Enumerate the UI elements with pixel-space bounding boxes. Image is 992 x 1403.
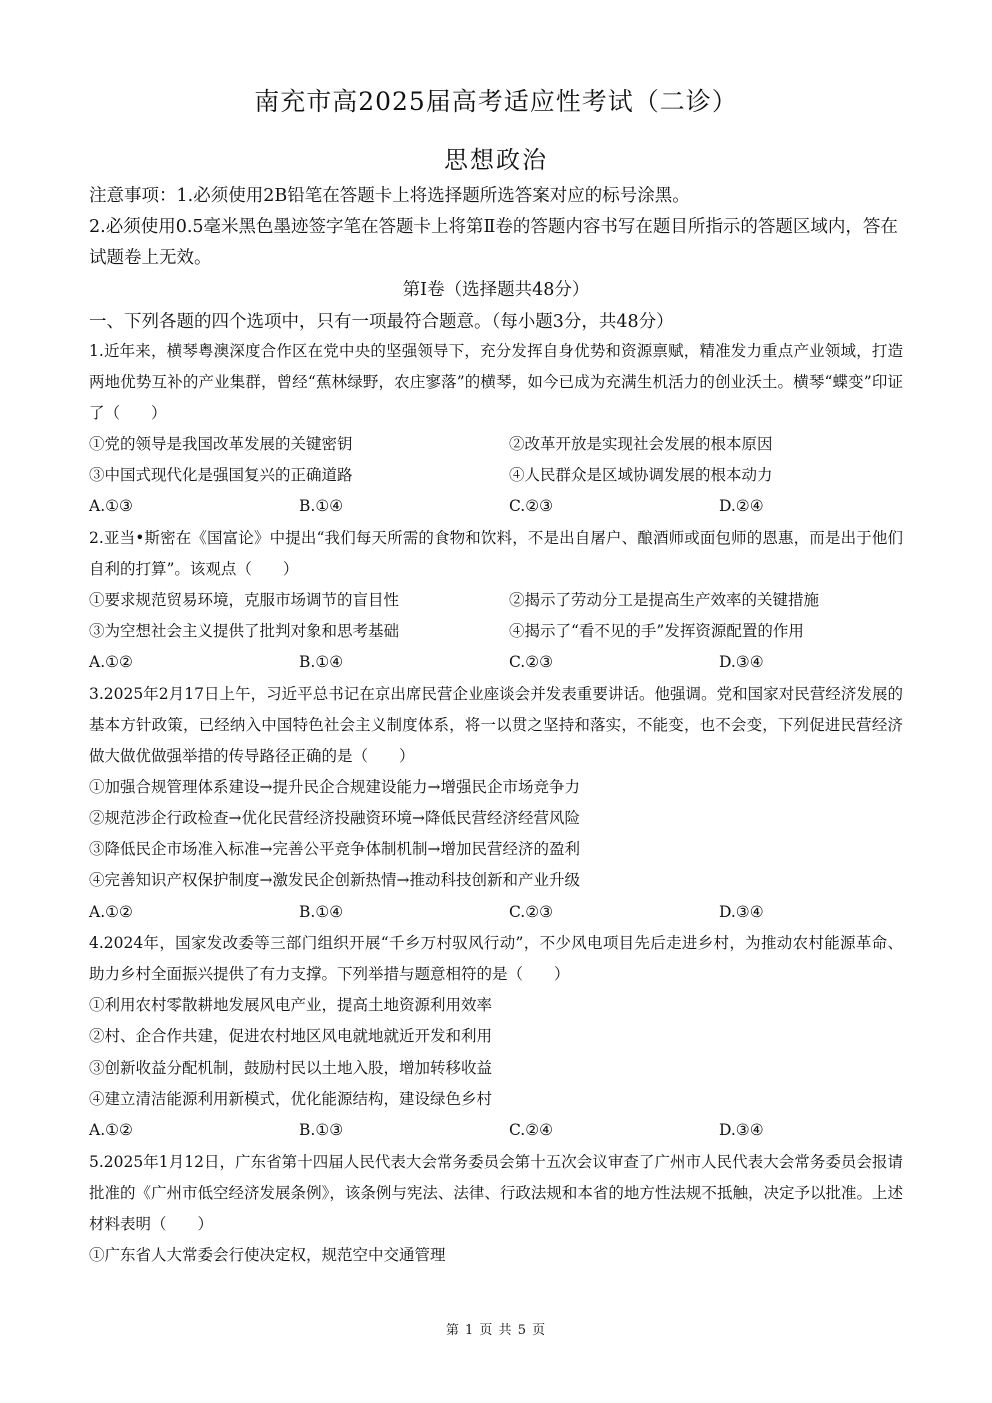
question-2-answer-d: D.③④ bbox=[719, 653, 764, 671]
question-4-option-2: ②村、企合作共建，促进农村地区风电就地就近开发和利用 bbox=[89, 1027, 493, 1045]
question-3-option-2: ②规范涉企行政检查→优化民营经济投融资环境→降低民营经济经营风险 bbox=[89, 809, 580, 827]
question-3-answer-b: B.①④ bbox=[299, 903, 344, 921]
question-2-option-3: ③为空想社会主义提供了批判对象和思考基础 bbox=[89, 622, 400, 640]
question-1-answer-d: D.②④ bbox=[719, 497, 764, 515]
question-2-answer-a: A.①② bbox=[89, 653, 133, 671]
question-5-option-1: ①广东省人大常委会行使决定权，规范空中交通管理 bbox=[89, 1246, 446, 1264]
question-4-option-1: ①利用农村零散耕地发展风电产业，提高土地资源利用效率 bbox=[89, 996, 493, 1014]
question-3-option-1: ①加强合规管理体系建设→提升民企合规建设能力→增强民企市场竞争力 bbox=[89, 778, 580, 796]
exam-title: 南充市高2025届高考适应性考试（二诊） bbox=[254, 87, 738, 116]
question-1-option-4: ④人民群众是区域协调发展的根本动力 bbox=[509, 466, 773, 484]
question-3-answer-c: C.②③ bbox=[509, 903, 554, 921]
page-number: 第 1 页 共 5 页 bbox=[445, 1323, 547, 1338]
question-2-stem: 2.亚当•斯密在《国富论》中提出“我们每天所需的食物和饮料，不是出自屠户、酿酒师或面包师的恩惠，而是出于他们自利的打算”。该观点（ ） bbox=[89, 529, 903, 579]
question-4-answer-a: A.①② bbox=[89, 1121, 133, 1139]
question-2-option-2: ②揭示了劳动分工是提高生产效率的关键措施 bbox=[509, 591, 820, 609]
question-1-option-3: ③中国式现代化是强国复兴的正确道路 bbox=[89, 466, 353, 484]
question-4-answer-b: B.①③ bbox=[299, 1121, 344, 1139]
question-5-stem: 5.2025年1月12日，广东省第十四届人民代表大会常务委员会第十五次会议审查了广州市人民代表大会常务委员会报请批准的《广州市低空经济发展条例》，该条例与宪法、法律、行政法规和本省的地方性法规不抵触，决定予以批准。上述材料表明（ ） bbox=[89, 1153, 903, 1234]
question-1-answer-c: C.②③ bbox=[509, 497, 554, 515]
question-2-option-4: ④揭示了“看不见的手”发挥资源配置的作用 bbox=[509, 622, 804, 640]
question-4-option-4: ④建立清洁能源利用新模式，优化能源结构，建设绿色乡村 bbox=[89, 1090, 493, 1108]
part-heading: 一、下列各题的四个选项中，只有一项最符合题意。（每小题3分，共48分） bbox=[89, 312, 674, 332]
notice-line-1: 注意事项：1.必须使用2B铅笔在答题卡上将选择题所选答案对应的标号涂黑。 bbox=[89, 186, 690, 206]
question-3-option-3: ③降低民企市场准入标准→完善公平竞争体制机制→增加民营经济的盈利 bbox=[89, 840, 580, 858]
question-4-answer-d: D.③④ bbox=[719, 1121, 764, 1139]
exam-subject: 思想政治 bbox=[444, 146, 548, 174]
question-1-answer-a: A.①③ bbox=[89, 497, 133, 515]
question-1-option-1: ①党的领导是我国改革发展的关键密钥 bbox=[89, 435, 353, 453]
question-1-option-2: ②改革开放是实现社会发展的根本原因 bbox=[509, 435, 773, 453]
question-4-stem: 4.2024年，国家发改委等三部门组织开展“千乡万村驭风行动”，不少风电项目先后走进乡村，为推动农村能源革命、助力乡村全面振兴提供了有力支撑。下列举措与题意相符的是（ ） bbox=[89, 934, 903, 984]
question-2-answer-b: B.①④ bbox=[299, 653, 344, 671]
question-4-option-3: ③创新收益分配机制，鼓励村民以土地入股，增加转移收益 bbox=[89, 1059, 493, 1077]
question-3-answer-a: A.①② bbox=[89, 903, 133, 921]
question-2-option-1: ①要求规范贸易环境，克服市场调节的盲目性 bbox=[89, 591, 400, 609]
question-3-option-4: ④完善知识产权保护制度→激发民企创新热情→推动科技创新和产业升级 bbox=[89, 871, 580, 889]
question-3-stem: 3.2025年2月17日上午，习近平总书记在京出席民营企业座谈会并发表重要讲话。他强调。党和国家对民营经济发展的基本方针政策，已经纳入中国特色社会主义制度体系，将一以贯之坚持和落实，不能变，也不会变，下列促进民营经济做大做优做强举措的传导路径正确的是（ ） bbox=[89, 685, 903, 766]
volume-heading: 第Ⅰ卷（选择题共48分） bbox=[402, 280, 590, 300]
question-1-stem: 1.近年来，横琴粤澳深度合作区在党中央的坚强领导下，充分发挥自身优势和资源禀赋，精准发力重点产业领域，打造两地优势互补的产业集群，曾经“蕉林绿野，农庄寥落”的横琴，如今已成为充满生机活力的创业沃土。横琴“蝶变”印证了（ ） bbox=[89, 342, 903, 423]
notice-line-2: 2.必须使用0.5毫米黑色墨迹签字笔在答题卡上将第Ⅱ卷的答题内容书写在题目所指示的答题区域内，答在试题卷上无效。 bbox=[89, 217, 898, 268]
question-1-answer-b: B.①④ bbox=[299, 497, 344, 515]
question-3-answer-d: D.③④ bbox=[719, 903, 764, 921]
question-4-answer-c: C.②④ bbox=[509, 1121, 554, 1139]
question-2-answer-c: C.②③ bbox=[509, 653, 554, 671]
